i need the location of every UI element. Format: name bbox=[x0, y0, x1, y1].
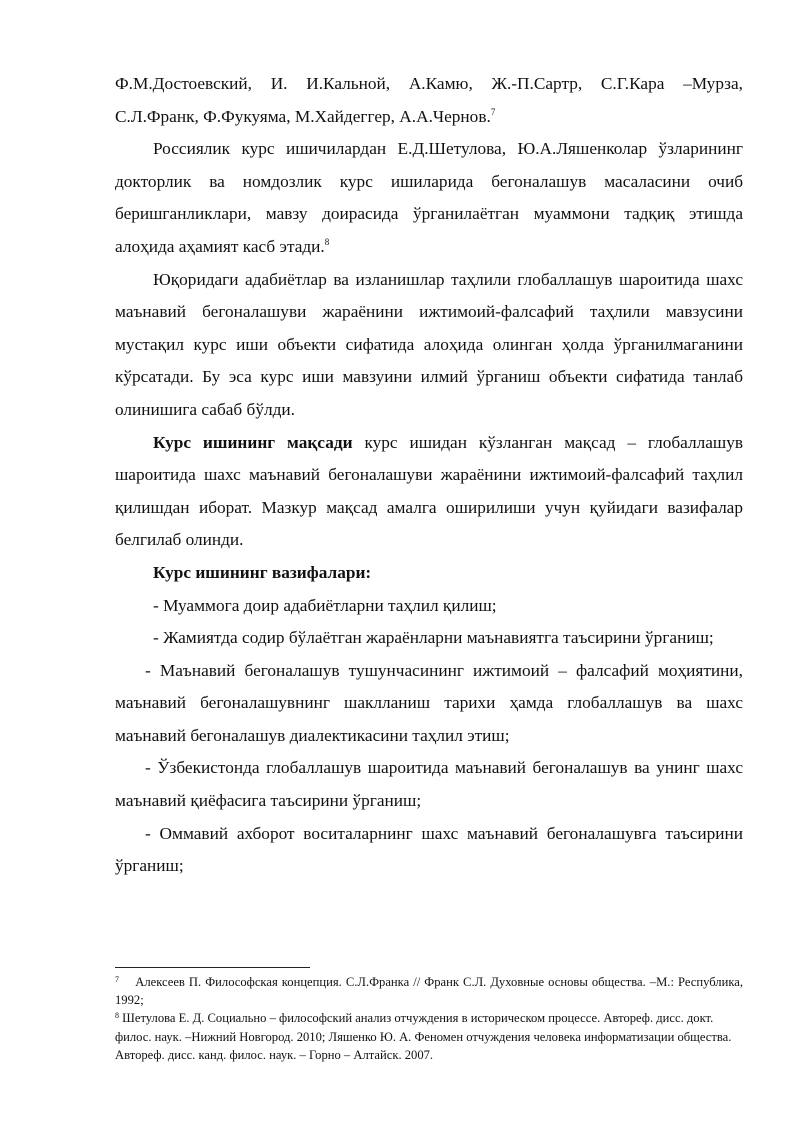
paragraph-course-goal bbox=[115, 427, 743, 557]
footnote-8 bbox=[115, 1009, 743, 1064]
main-text bbox=[115, 68, 743, 883]
paragraph-text: Россиялик курс ишичилардан Е.Д.Шетулова, Ю.А.Ляшенколар ўзларининг докторлик ва номдозлик курс ишиларида бегоналашув масаласини очиб беришганликлари, мавзу доирасида ўрганилаётган муаммони тадқиқ этишда алоҳида аҳамият касб этади. bbox=[115, 139, 743, 256]
footnote-7 bbox=[115, 973, 743, 1009]
footnote-number: 8 bbox=[115, 1011, 119, 1021]
footnote-number: 7 bbox=[115, 975, 119, 984]
paragraph-literature-analysis: Юқоридаги адабиётлар ва изланишлар таҳлили глобаллашув шароитида шахс маънавий бегоналашуви жараёнини ижтимоий-фалсафий таҳлили мавзусини мустақил курс иши объекти сифатида алоҳида олинган ҳолда ўрганилмаганини кўрсатади. Бу эса курс иши мавзуини илмий ўрганиш объекти сифатида танлаб олинишига сабаб бўлди. bbox=[115, 269, 743, 419]
task-item-4: - Ўзбекистонда глобаллашув шароитида маънавий бегоналашув ва унинг шахс маънавий қиёфасига таъсирини ўрганиш; bbox=[115, 758, 743, 811]
task-item-3: - Маънавий бегоналашув тушунчасининг ижтимоий – фалсафий моҳиятини, маънавий бегоналашувнинг шаклланиш тарихи ҳамда глобаллашув ва шахс маънавий бегоналашув диалектикасини таҳлил этиш; bbox=[115, 660, 743, 745]
tasks-heading: Курс ишининг вазифалари: bbox=[153, 562, 372, 582]
paragraph-authors-list bbox=[115, 68, 743, 133]
task-item-1: - Муаммога доир адабиётларни таҳлил қилиш; bbox=[153, 595, 497, 615]
footnote-text: Шетулова Е. Д. Социально – философский анализ отчуждения в историческом процессе. Автореф. дисс. докт. филос. наук. –Нижний Новгород. 2010; Ляшенко Ю. А. Феномен отчуждения человека информатизации общества. Автореф. дисс. канд. филос. наук. – Горно – Алтайск. 2007. bbox=[115, 1011, 732, 1062]
footnotes bbox=[115, 973, 743, 1064]
paragraph-text: курс ишидан кўзланган мақсад – глобаллашув шароитида шахс маънавий бегоналашуви жараёнини ижтимоий-фалсафий таҳлил қилишдан иборат. Мазкур мақсад амалга оширилиши учун қуйидаги вазифалар белгилаб олинди. bbox=[115, 432, 744, 550]
paragraph-russian-researchers bbox=[115, 133, 743, 263]
footnote-separator bbox=[115, 967, 310, 968]
paragraph-text: Ф.М.Достоевский, И. И.Кальной, А.Камю, Ж.-П.Сартр, С.Г.Кара –Мурза, С.Л.Франк, Ф.Фукуяма, М.Хайдеггер, А.А.Чернов. bbox=[115, 74, 743, 126]
footnote-ref-7[interactable]: 7 bbox=[490, 106, 496, 117]
task-item-5: - Оммавий ахборот воситаларнинг шахс маънавий бегоналашувга таъсирини ўрганиш; bbox=[115, 823, 743, 876]
footnote-text: Алексеев П. Философская концепция. С.Л.Франка // Франк С.Л. Духовные основы общества. –М.: Республика, 1992; bbox=[115, 975, 743, 1008]
task-item-2: - Жамиятда содир бўлаётган жараёнларни маънавиятга таъсирини ўрганиш; bbox=[153, 628, 714, 648]
footnote-ref-8[interactable]: 8 bbox=[324, 236, 330, 247]
course-goal-heading: Курс ишининг мақсади bbox=[153, 432, 353, 452]
